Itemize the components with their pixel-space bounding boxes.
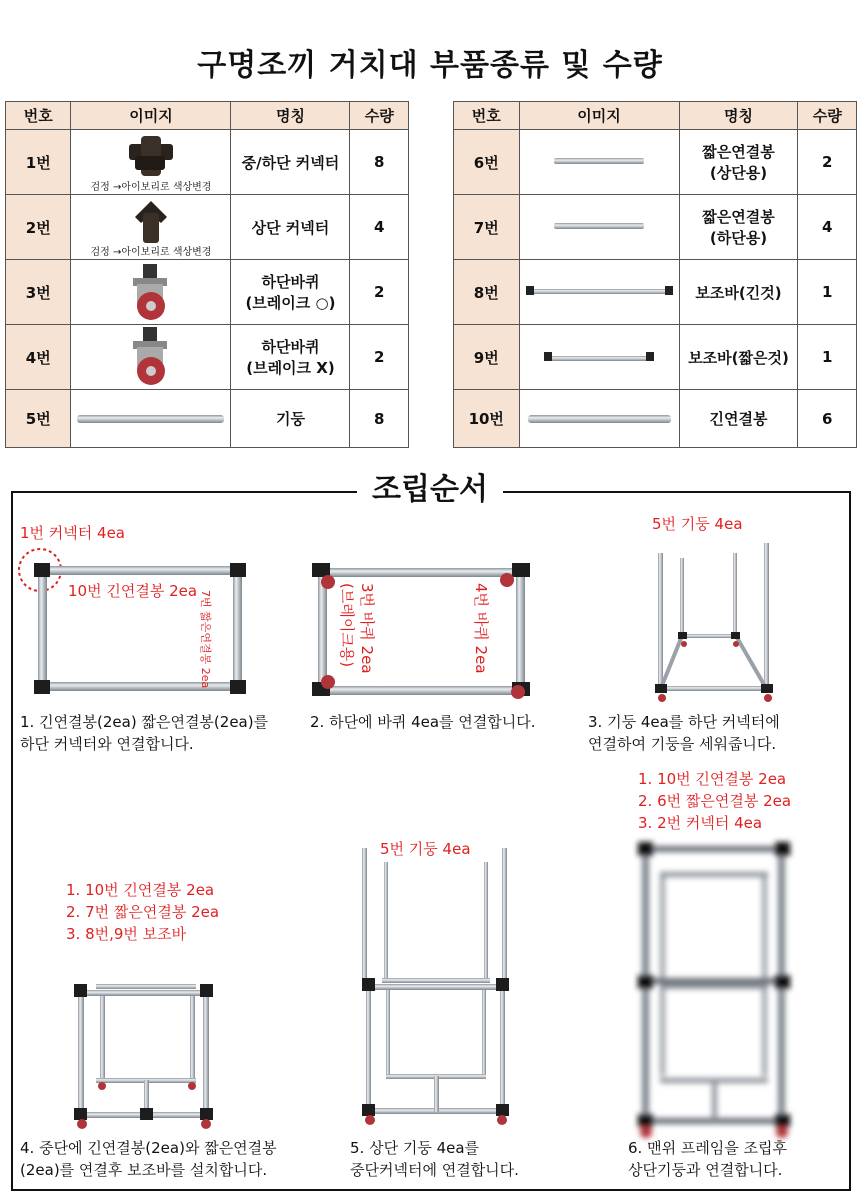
table-row: 6번 짧은연결봉 (상단용) 2 xyxy=(454,130,857,195)
header-image: 이미지 xyxy=(71,102,231,130)
brake-wheel-label: 3번 바퀴 2ea xyxy=(358,583,376,674)
color-change-note: 검정 →아이보리로 색상변경 xyxy=(90,182,212,193)
table-row: 4번 하단바퀴 (브레이크 X) 2 xyxy=(6,325,409,390)
table-row: 3번 하단바퀴 (브레이크 ○) 2 xyxy=(6,260,409,325)
table-row: 9번 보조바(짧은것) 1 xyxy=(454,325,857,390)
long-pipe-label: 10번 긴연결봉 2ea xyxy=(68,582,198,600)
step4-parts-list: 1. 10번 긴연결봉 2ea 2. 7번 짧은연결봉 2ea 3. 8번,9번 보조바 xyxy=(66,881,220,943)
brake-wheel-sublabel: (브레이크용) xyxy=(338,583,356,668)
header-name: 명칭 xyxy=(679,102,798,130)
header-qty: 수량 xyxy=(350,102,409,130)
step-4-text: 4. 중단에 긴연결봉(2ea)와 짧은연결봉 (2ea)를 연결후 보조바를 설치합니다. xyxy=(20,1139,277,1179)
step-2-text: 2. 하단에 바퀴 4ea를 연결합니다. xyxy=(310,713,536,731)
step-6-text: 6. 맨위 프레임을 조립후 상단기둥과 연결합니다. xyxy=(628,1139,788,1179)
table-row: 2번 검정 →아이보리로 색상변경 상단 커넥터 4 xyxy=(6,195,409,260)
header-number: 번호 xyxy=(6,102,71,130)
table-row: 8번 보조바(긴것) 1 xyxy=(454,260,857,325)
color-change-note: 검정 →아이보리로 색상변경 xyxy=(90,247,212,258)
header-image: 이미지 xyxy=(519,102,679,130)
table-row: 7번 짧은연결봉 (하단용) 4 xyxy=(454,195,857,260)
wheel-label: 4번 바퀴 2ea xyxy=(472,583,490,674)
table-row: 5번 기둥 8 xyxy=(6,390,409,448)
header-name: 명칭 xyxy=(231,102,350,130)
header-qty: 수량 xyxy=(798,102,857,130)
step5-pillar-label: 5번 기둥 4ea xyxy=(380,840,471,858)
step6-parts-list: 1. 10번 긴연결봉 2ea 2. 6번 짧은연결봉 2ea 3. 2번 커넥터 4ea xyxy=(638,770,792,832)
step-5-text: 5. 상단 기둥 4ea를 중단커넥터에 연결합니다. xyxy=(350,1139,519,1179)
table-row: 10번 긴연결봉 6 xyxy=(454,390,857,448)
header-number: 번호 xyxy=(454,102,520,130)
connector-label: 1번 커넥터 4ea xyxy=(20,524,126,542)
page-title: 구명조끼 거치대 부품종류 및 수량 xyxy=(197,48,663,83)
pillar-label: 5번 기둥 4ea xyxy=(652,515,743,533)
table-row: 1번 검정 →아이보리로 색상변경 중/하단 커넥터 8 xyxy=(6,130,409,195)
short-pipe-label: 7번 짧은연결봉 2ea xyxy=(199,590,212,689)
step-3-text: 3. 기둥 4ea를 하단 커넥터에 연결하여 기둥을 세워줍니다. xyxy=(588,713,780,753)
step-1-text: 1. 긴연결봉(2ea) 짧은연결봉(2ea)를 하단 커넥터와 연결합니다. xyxy=(20,713,269,753)
assembly-title: 조립순서 xyxy=(357,470,503,510)
